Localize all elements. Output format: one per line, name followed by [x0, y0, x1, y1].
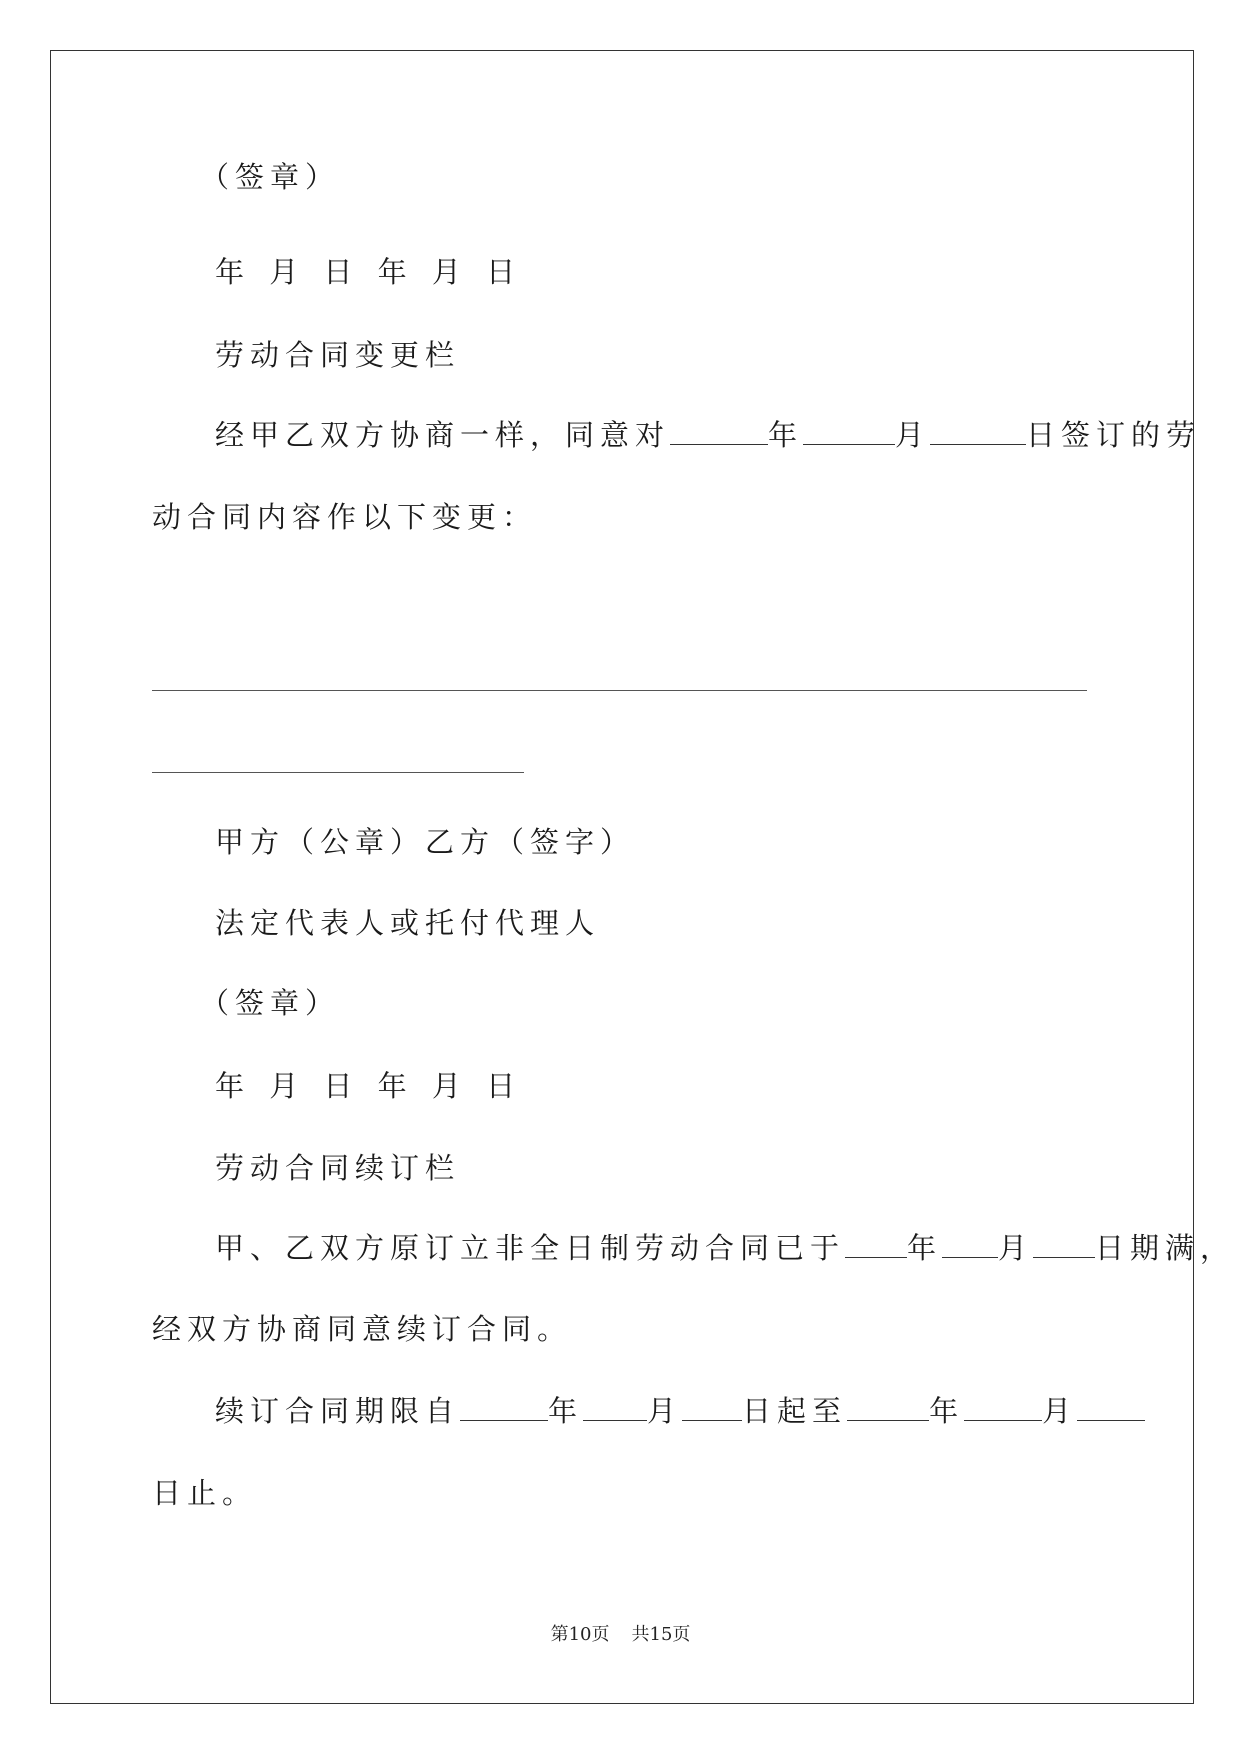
change-agreement-text-a: 经甲乙双方协商一样，同意对: [215, 418, 671, 452]
term-start-day-blank[interactable]: [682, 1392, 742, 1421]
term-start-month-blank[interactable]: [583, 1392, 647, 1421]
date-line-1: 年 月 日 年 月 日: [215, 255, 524, 289]
term-start-day-label: 日起至: [742, 1394, 848, 1428]
term-start-month-label: 月: [647, 1394, 683, 1428]
signature-seal-label-2: （签章）: [200, 986, 341, 1020]
renewal-agreement-line: 经双方协商同意续订合同。: [152, 1312, 573, 1346]
renewal-term-line: [215, 1391, 1145, 1431]
total-prefix: 共: [631, 1624, 650, 1645]
term-end-month-blank[interactable]: [964, 1392, 1042, 1421]
expiry-day-blank[interactable]: [1033, 1229, 1095, 1258]
change-agreement-line: [215, 415, 1201, 455]
change-agreement-text-b: 日签订的劳: [1026, 418, 1202, 452]
expiry-year-label: 年: [907, 1231, 943, 1265]
term-end-year-blank[interactable]: [847, 1392, 929, 1421]
expiry-month-label: 月: [998, 1231, 1034, 1265]
expiry-year-blank[interactable]: [845, 1229, 907, 1258]
term-start-year-label: 年: [548, 1394, 584, 1428]
term-start-year-blank[interactable]: [460, 1392, 548, 1421]
renewal-term-text-a: 续订合同期限自: [215, 1394, 461, 1428]
page-total: 15: [649, 1624, 673, 1645]
page-suffix: 页: [591, 1624, 610, 1645]
expiry-month-blank[interactable]: [942, 1229, 998, 1258]
day-blank[interactable]: [930, 416, 1026, 445]
change-content-rule-2[interactable]: [152, 772, 524, 773]
month-blank[interactable]: [803, 416, 895, 445]
change-content-rule-1[interactable]: [152, 690, 1087, 691]
change-year-label: 年: [768, 418, 804, 452]
legal-representative-line: 法定代表人或托付代理人: [215, 906, 601, 940]
renewal-expiry-line: [215, 1228, 1235, 1268]
page-frame: [50, 50, 1194, 1704]
party-signature-line: 甲方（公章）乙方（签字）: [215, 825, 636, 859]
section-heading-change: 劳动合同变更栏: [215, 338, 461, 372]
term-end-month-label: 月: [1042, 1394, 1078, 1428]
signature-seal-label-1: （签章）: [200, 160, 341, 194]
page-current: 10: [568, 1624, 592, 1645]
change-month-label: 月: [895, 418, 931, 452]
date-line-2: 年 月 日 年 月 日: [215, 1069, 524, 1103]
term-end-year-label: 年: [929, 1394, 965, 1428]
section-heading-renewal: 劳动合同续订栏: [215, 1151, 461, 1185]
total-suffix: 页: [672, 1624, 691, 1645]
renewal-term-line-continued: 日止。: [152, 1476, 258, 1510]
page-footer: [0, 1620, 1241, 1646]
year-blank[interactable]: [670, 416, 768, 445]
renewal-expiry-text-b: 日期满，: [1095, 1231, 1236, 1265]
term-end-day-blank[interactable]: [1077, 1392, 1145, 1421]
change-agreement-line-continued: 动合同内容作以下变更：: [152, 500, 538, 534]
renewal-expiry-text-a: 甲、乙双方原订立非全日制劳动合同已于: [215, 1231, 846, 1265]
page-prefix: 第: [550, 1624, 569, 1645]
